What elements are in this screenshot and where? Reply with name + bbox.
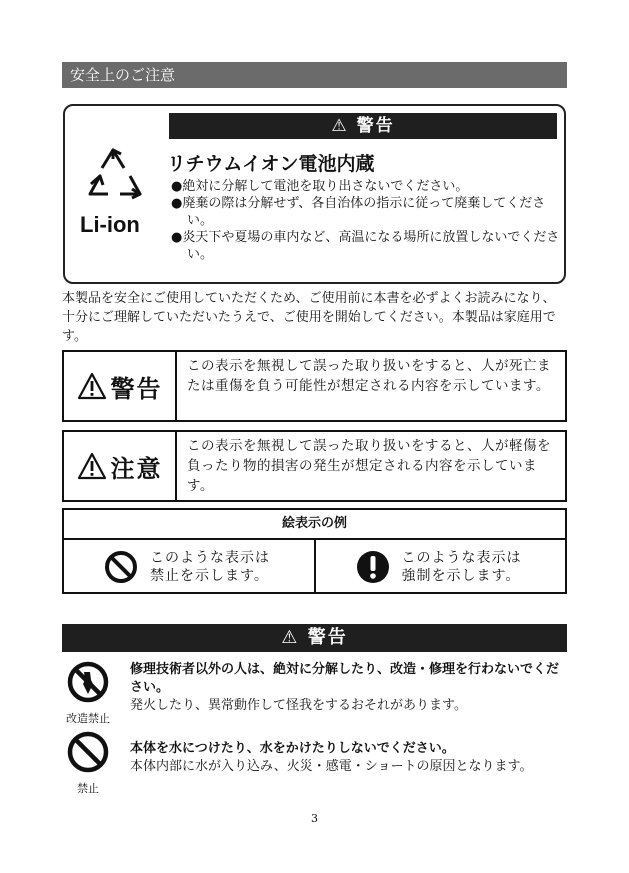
page-number: 3 <box>311 812 318 825</box>
warning-item-body: 本体内部に水が入り込み、火災・感電・ショートの原因となります。 <box>130 759 533 774</box>
li-ion-bullet: ●廃棄の際は分解せず、各自治体の指示に従って廃棄してください。 <box>171 196 546 228</box>
intro-paragraph <box>62 289 567 346</box>
signal-caution-box <box>62 430 567 502</box>
prohibited-item-icon <box>66 730 110 796</box>
warning-triangle-icon: ⚠ <box>331 116 349 136</box>
example-prohibit <box>64 540 314 594</box>
signal-word: 注意 <box>110 454 163 483</box>
warning-item <box>130 661 570 715</box>
prohibition-icon <box>104 550 138 584</box>
warning-triangle-icon <box>77 372 107 400</box>
signal-warning-text: この表示を無視して誤った取り扱いをすると、人が死亡または重傷を負う可能性が想定される内容を示しています。 <box>187 358 551 394</box>
li-ion-warning-banner <box>169 113 557 139</box>
intro-text: 本製品を安全にご使用していただくため、ご使用前に本書を必ずよくお読みになり、十分にご理解していただいたうえで、ご使用を開始してください。本製品は家庭用です。 <box>62 291 556 344</box>
example-text: このような表示は <box>401 550 522 566</box>
examples-heading: 絵表示の例 <box>64 510 565 540</box>
warning-item-body: 発火したり、異常動作して怪我をするおそれがあります。 <box>130 698 467 713</box>
li-ion-bullet-list <box>171 178 561 263</box>
section-header: 安全上のご注意 <box>62 62 567 88</box>
warning-triangle-icon: ⚠ <box>281 627 300 648</box>
prohibition-icon <box>66 730 110 774</box>
no-modification-icon <box>66 660 110 704</box>
signal-word: 警告 <box>110 374 163 403</box>
warning-label: 警告 <box>356 116 395 136</box>
li-ion-bullet: ●絶対に分解して電池を取り出さないでください。 <box>171 179 469 194</box>
li-ion-logo-text: Li-ion <box>80 212 140 237</box>
warning-item-title: 本体を水につけたり、水をかけたりしないでください。 <box>130 741 455 756</box>
no-disassembly-item-icon <box>66 660 110 726</box>
icon-label: 禁止 <box>77 782 99 795</box>
signal-warning-box <box>62 350 567 422</box>
warning-section-banner <box>62 624 567 652</box>
signal-caution-text: この表示を無視して誤った取り扱いをすると、人が軽傷を負ったり物的損害の発生が想定される内容を示しています。 <box>187 438 551 494</box>
signal-caution-label <box>64 432 177 500</box>
mandatory-icon <box>356 550 390 584</box>
recycle-icon <box>80 140 150 212</box>
li-ion-bullet: ●炎天下や夏場の車内など、高温になる場所に放置しないでください。 <box>171 230 560 262</box>
signal-warning-label <box>64 352 177 420</box>
example-text: このような表示は <box>150 550 270 566</box>
pictogram-examples <box>62 508 567 594</box>
icon-label: 改造禁止 <box>66 712 110 725</box>
caution-triangle-icon <box>77 452 107 480</box>
example-text: 禁止を示します。 <box>150 568 269 584</box>
warning-item-title: 修理技術者以外の人は、絶対に分解したり、改造・修理を行わないでください。 <box>130 662 560 695</box>
li-ion-title: リチウムイオン電池内蔵 <box>167 153 375 175</box>
example-text: 強制を示します。 <box>401 568 521 584</box>
warning-label: 警告 <box>307 627 348 648</box>
warning-item <box>130 740 570 776</box>
example-mandatory <box>314 540 566 594</box>
